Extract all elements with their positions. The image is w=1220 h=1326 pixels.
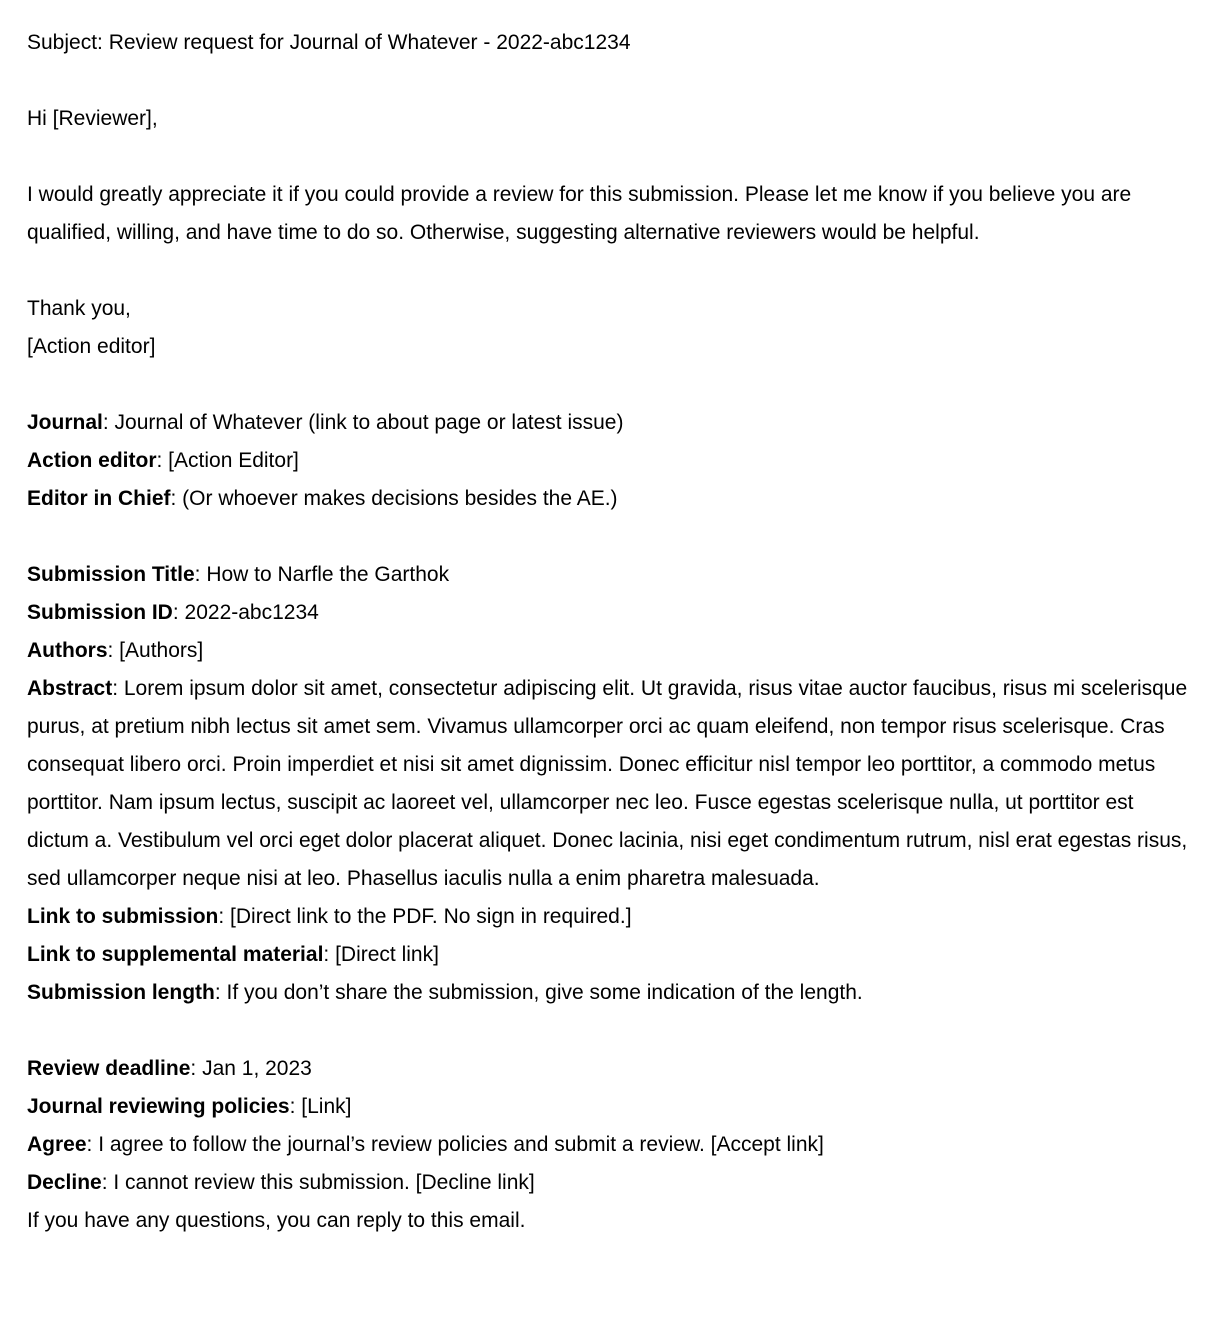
review-deadline-row bbox=[27, 1050, 1190, 1088]
authors-label: Authors bbox=[27, 639, 108, 662]
journal-details-block bbox=[27, 404, 1190, 518]
link-to-supplemental-label: Link to supplemental material bbox=[27, 943, 324, 966]
journal-label: Journal bbox=[27, 411, 103, 434]
authors-row bbox=[27, 632, 1190, 670]
submission-title-label: Submission Title bbox=[27, 563, 195, 586]
signature-line: [Action editor] bbox=[27, 335, 156, 358]
abstract-value: : Lorem ipsum dolor sit amet, consectetur adipiscing elit. Ut gravida, risus vitae auctor faucibus, risus mi scelerisque purus, at pretium nibh lectus sit amet sem. Vivamus ullamcorper orci ac quam eleifend, non tempor risus scelerisque. Cras consequat libero orci. Proin imperdiet et nisi sit amet dignissim. Donec efficitur nisl tempor leo porttitor, a commodo metus porttitor. Nam ipsum lectus, suscipit ac laoreet vel, ullamcorper nec leo. Fusce egestas scelerisque nulla, ut porttitor est dictum a. Vestibulum vel orci eget dolor placerat aliquet. Donec lacinia, nisi eget condimentum rutrum, nisl erat egestas risus, sed ullamcorper neque nisi at leo. Phasellus iaculis nulla a enim pharetra malesuada. bbox=[27, 677, 1188, 890]
subject-line: Subject: Review request for Journal of Whatever - 2022-abc1234 bbox=[27, 31, 631, 54]
abstract-row bbox=[27, 670, 1190, 898]
reviewing-policies-value: : [Link] bbox=[289, 1095, 352, 1118]
reviewing-policies-label: Journal reviewing policies bbox=[27, 1095, 290, 1118]
submission-id-label: Submission ID bbox=[27, 601, 173, 624]
submission-title-value: : How to Narfle the Garthok bbox=[194, 563, 450, 586]
submission-details-block bbox=[27, 556, 1190, 1012]
submission-id-row bbox=[27, 594, 1190, 632]
spacer bbox=[27, 252, 1190, 290]
spacer bbox=[27, 366, 1190, 404]
agree-row bbox=[27, 1126, 1190, 1164]
decline-label: Decline bbox=[27, 1171, 102, 1194]
action-editor-value: : [Action Editor] bbox=[156, 449, 299, 472]
submission-length-row bbox=[27, 974, 1190, 1012]
submission-title-row bbox=[27, 556, 1190, 594]
link-to-submission-value: : [Direct link to the PDF. No sign in required.] bbox=[218, 905, 632, 928]
journal-value: : Journal of Whatever (link to about page or latest issue) bbox=[102, 411, 624, 434]
agree-label: Agree bbox=[27, 1133, 87, 1156]
submission-length-value: : If you don’t share the submission, give some indication of the length. bbox=[214, 981, 863, 1004]
link-to-supplemental-value: : [Direct link] bbox=[323, 943, 439, 966]
body-paragraph: I would greatly appreciate it if you could provide a review for this submission. Please let me know if you believe you are qualified, willing, and have time to do so. Otherwise, suggesting alternative reviewers would be helpful. bbox=[27, 183, 1132, 244]
decline-value: : I cannot review this submission. [Decline link] bbox=[101, 1171, 535, 1194]
abstract-label: Abstract bbox=[27, 677, 113, 700]
submission-id-value: : 2022-abc1234 bbox=[172, 601, 319, 624]
authors-value: : [Authors] bbox=[107, 639, 204, 662]
editor-in-chief-value: : (Or whoever makes decisions besides the AE.) bbox=[170, 487, 618, 510]
editor-in-chief-label: Editor in Chief bbox=[27, 487, 171, 510]
closing-line: Thank you, bbox=[27, 297, 131, 320]
spacer bbox=[27, 138, 1190, 176]
questions-row: If you have any questions, you can reply to this email. bbox=[27, 1209, 526, 1232]
greeting-line: Hi [Reviewer], bbox=[27, 107, 158, 130]
spacer bbox=[27, 62, 1190, 100]
submission-length-label: Submission length bbox=[27, 981, 215, 1004]
link-to-submission-label: Link to submission bbox=[27, 905, 219, 928]
review-deadline-label: Review deadline bbox=[27, 1057, 191, 1080]
action-editor-label: Action editor bbox=[27, 449, 157, 472]
review-deadline-value: : Jan 1, 2023 bbox=[190, 1057, 312, 1080]
agree-value: : I agree to follow the journal’s review policies and submit a review. [Accept link] bbox=[86, 1133, 824, 1156]
link-to-submission-row bbox=[27, 898, 1190, 936]
decline-row bbox=[27, 1164, 1190, 1202]
action-editor-row bbox=[27, 442, 1190, 480]
review-response-block bbox=[27, 1050, 1190, 1240]
journal-row bbox=[27, 404, 1190, 442]
link-to-supplemental-row bbox=[27, 936, 1190, 974]
editor-in-chief-row bbox=[27, 480, 1190, 518]
spacer bbox=[27, 1012, 1190, 1050]
spacer bbox=[27, 518, 1190, 556]
reviewing-policies-row bbox=[27, 1088, 1190, 1126]
